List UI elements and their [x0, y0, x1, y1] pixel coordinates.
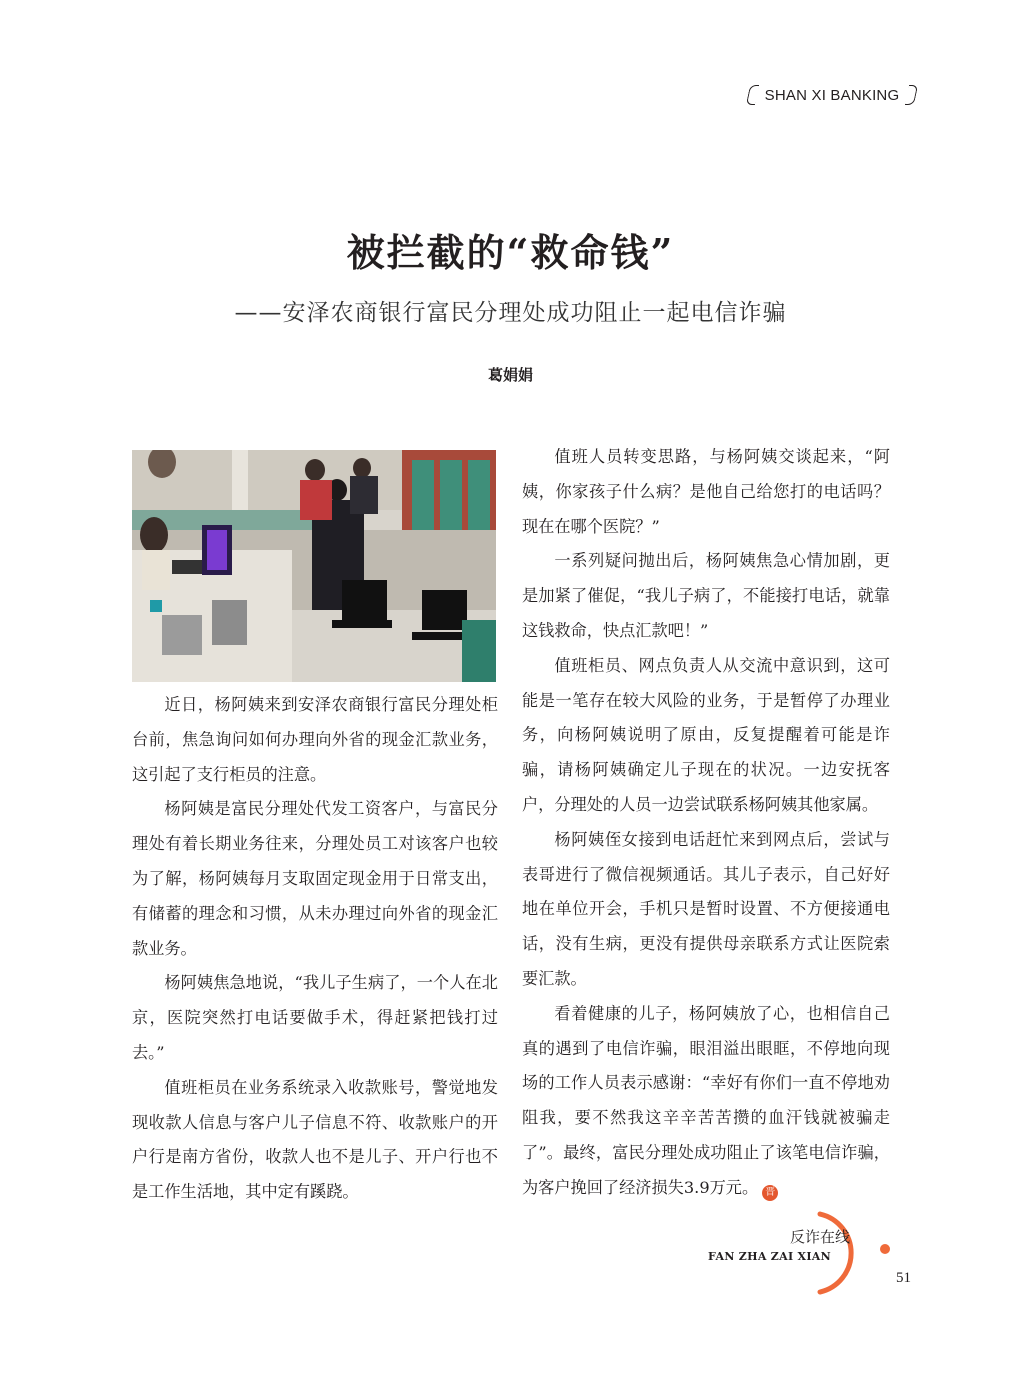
- bank-counter-photo: [132, 450, 496, 682]
- photo-illustration: [132, 450, 496, 682]
- section-name-cn: 反诈在线: [789, 1228, 850, 1246]
- paragraph: 值班柜员、网点负责人从交流中意识到，这可能是一笔存在较大风险的业务，于是暂停了办理业务，向杨阿姨说明了原由，反复提醒着可能是诈骗，请杨阿姨确定儿子现在的状况。一边安抚客户，分理处的人员一边尝试联系杨阿姨其他家属。: [522, 655, 890, 814]
- left-column: [132, 688, 498, 1210]
- paragraph: 一系列疑问抛出后，杨阿姨焦急心情加剧，更是加紧了催促，“我儿子病了，不能接打电话，就靠这钱救命，快点汇款吧！”: [522, 551, 890, 640]
- end-of-article-icon: 晋: [762, 1185, 778, 1201]
- section-name-en: FAN ZHA ZAI XIAN: [708, 1250, 831, 1263]
- article-title: 被拦截的“救命钱”: [346, 230, 675, 275]
- article-author: 葛娟娟: [487, 366, 533, 384]
- paragraph-text: 看着健康的儿子，杨阿姨放了心，也相信自己真的遇到了电信诈骗，眼泪溢出眼眶，不停地向现场的工作人员表示感谢：“幸好有你们一直不停地劝阻我，要不然我这辛辛苦苦攒的血汗钱就被骗走了”。最终，富民分理处成功阻止了该笔电信诈骗，为客户挽回了经济损失3.9万元。: [522, 1003, 890, 1197]
- paragraph: 值班柜员在业务系统录入收款账号，警觉地发现收款人信息与客户儿子信息不符、收款账户的开户行是南方省份，收款人也不是儿子、开户行也不是工作生活地，其中定有蹊跷。: [132, 1077, 498, 1202]
- badge-left-bracket: [746, 85, 759, 105]
- journal-name: SHAN XI BANKING: [764, 86, 900, 104]
- paragraph-last: [522, 997, 890, 1206]
- article-subtitle: ——安泽农商银行富民分理处成功阻止一起电信诈骗: [234, 300, 787, 326]
- accent-dot-icon: [880, 1244, 890, 1254]
- paragraph: 杨阿姨焦急地说，“我儿子生病了，一个人在北京，医院突然打电话要做手术，得赶紧把钱打过去。”: [132, 973, 498, 1062]
- paragraph: 近日，杨阿姨来到安泽农商银行富民分理处柜台前，焦急询问如何办理向外省的现金汇款业务，这引起了支行柜员的注意。: [132, 695, 498, 784]
- right-column: [522, 440, 890, 1206]
- badge-right-bracket: [905, 85, 918, 105]
- paragraph: 值班人员转变思路，与杨阿姨交谈起来，“阿姨，你家孩子什么病？是他自己给您打的电话吗？现在在哪个医院？”: [522, 447, 890, 536]
- paragraph: 杨阿姨侄女接到电话赶忙来到网点后，尝试与表哥进行了微信视频通话。其儿子表示，自己好好地在单位开会，手机只是暂时设置、不方便接通电话，没有生病，更没有提供母亲联系方式让医院索要汇款。: [522, 829, 890, 988]
- journal-badge: [748, 84, 916, 106]
- paragraph: 杨阿姨是富民分理处代发工资客户，与富民分理处有着长期业务往来，分理处员工对该客户也较为了解，杨阿姨每月支取固定现金用于日常支出，有储蓄的理念和习惯，从未办理过向外省的现金汇款业务。: [132, 799, 498, 958]
- page-number: 51: [896, 1270, 911, 1286]
